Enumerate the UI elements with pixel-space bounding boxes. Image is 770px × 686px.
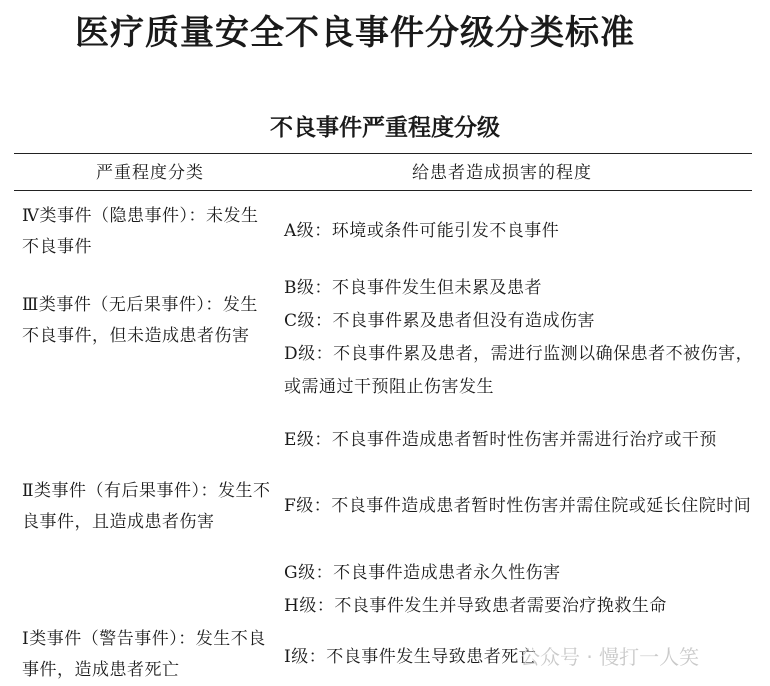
grade-b: B级：不良事件发生但未累及患者: [284, 278, 542, 298]
grade-i: I级：不良事件发生导致患者死亡: [284, 647, 537, 667]
header-harm-degree: 给患者造成损害的程度: [412, 163, 592, 183]
grade-h: H级：不良事件发生并导致患者需要治疗挽救生命: [284, 596, 667, 616]
category-iv: Ⅳ类事件（隐患事件）：未发生不良事件: [22, 206, 259, 257]
document-title: 医疗质量安全不良事件分级分类标准: [75, 13, 635, 53]
table-top-rule: [14, 153, 752, 154]
category-i: Ⅰ类事件（警告事件）：发生不良事件，造成患者死亡: [22, 629, 266, 680]
grade-f: F级：不良事件造成患者暂时性伤害并需住院或延长住院时间: [284, 496, 752, 516]
table-header-rule: [14, 190, 752, 191]
header-severity-category: 严重程度分类: [96, 163, 204, 183]
grade-e: E级：不良事件造成患者暂时性伤害并需进行治疗或干预: [284, 430, 717, 450]
grade-c: C级：不良事件累及患者但没有造成伤害: [284, 311, 596, 331]
table-title: 不良事件严重程度分级: [270, 115, 500, 141]
watermark: 公众号 · 慢打一人笑: [520, 645, 700, 669]
grade-d: D级：不良事件累及患者，需进行监测以确保患者不被伤害，或需通过干预阻止伤害发生: [284, 344, 754, 397]
grade-a: A级：环境或条件可能引发不良事件: [284, 221, 560, 241]
grade-g: G级：不良事件造成患者永久性伤害: [284, 563, 561, 583]
category-iii: Ⅲ类事件（无后果事件）：发生不良事件，但未造成患者伤害: [22, 295, 258, 346]
category-ii: Ⅱ类事件（有后果事件）：发生不良事件，且造成患者伤害: [22, 481, 271, 532]
